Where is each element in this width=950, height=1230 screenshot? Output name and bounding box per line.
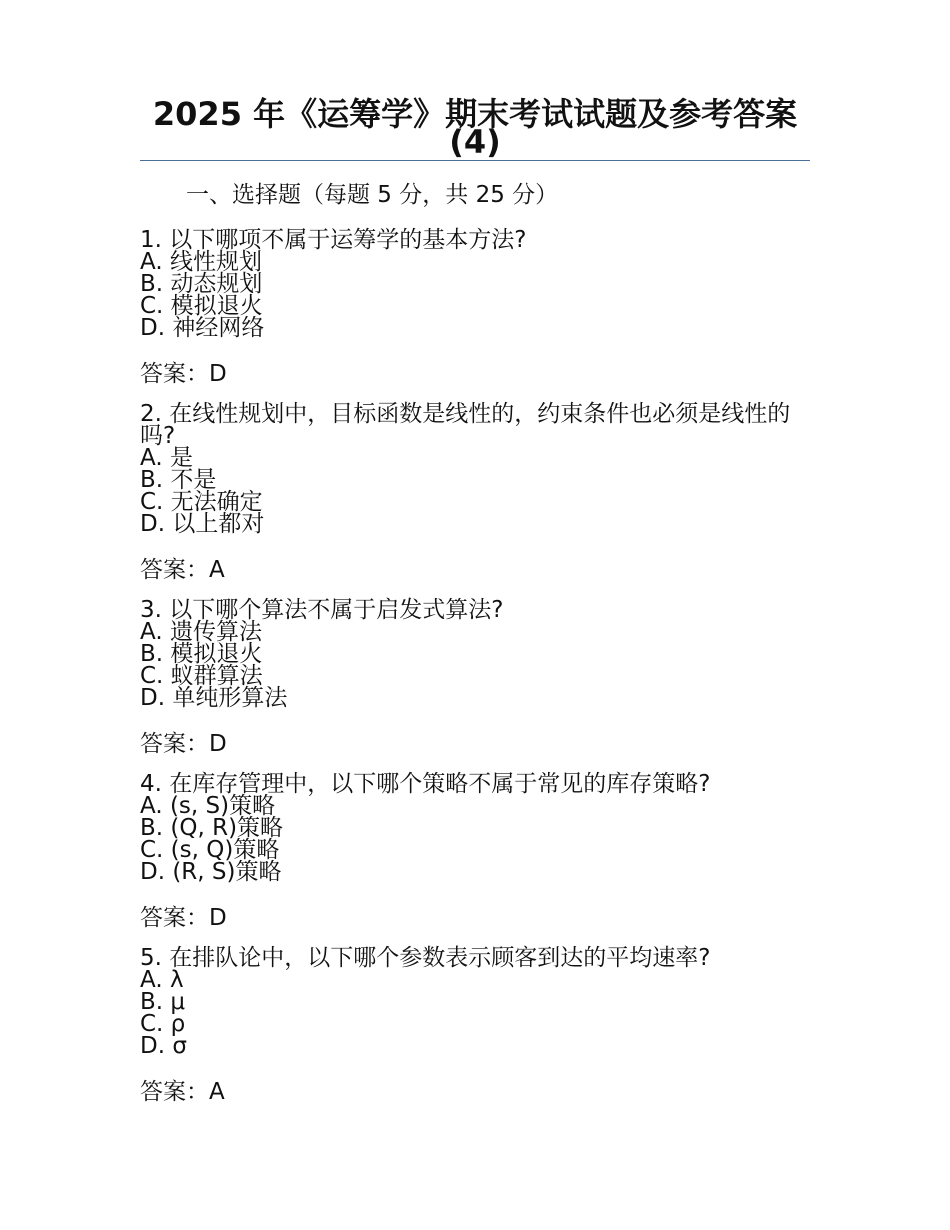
option-b: B. 不是 [140, 467, 217, 493]
option-c: C. (s, Q)策略 [140, 837, 280, 863]
question-text: 1. 以下哪项不属于运筹学的基本方法? [140, 227, 527, 253]
question-3 [140, 599, 800, 759]
question-2 [140, 403, 800, 585]
answer-line: 答案：A [140, 557, 225, 583]
option-a: A. 遗传算法 [140, 619, 262, 645]
option-list [140, 795, 800, 883]
answer-line: 答案：D [140, 905, 227, 931]
option-a: A. 是 [140, 445, 193, 471]
question-text: 3. 以下哪个算法不属于启发式算法? [140, 597, 504, 623]
question-text: 5. 在排队论中，以下哪个参数表示顾客到达的平均速率? [140, 945, 711, 971]
question-4 [140, 773, 800, 933]
option-d: D. (R, S)策略 [140, 859, 282, 885]
option-b: B. 模拟退火 [140, 641, 263, 667]
answer-line: 答案：D [140, 361, 227, 387]
question-5 [140, 947, 800, 1107]
option-d: D. 单纯形算法 [140, 685, 288, 711]
option-a: A. λ [140, 967, 184, 993]
option-list [140, 969, 800, 1057]
answer-line: 答案：A [140, 1079, 225, 1105]
option-d: D. σ [140, 1033, 187, 1059]
option-d: D. 以上都对 [140, 511, 265, 537]
option-list [140, 251, 800, 339]
question-text: 2. 在线性规划中，目标函数是线性的，约束条件也必须是线性的吗? [140, 401, 791, 449]
document-title: 2025 年《运筹学》期末考试试题及参考答案(4) [152, 95, 798, 161]
option-b: B. (Q, R)策略 [140, 815, 284, 841]
option-a: A. (s, S)策略 [140, 793, 276, 819]
option-a: A. 线性规划 [140, 249, 262, 275]
answer-line: 答案：D [140, 731, 227, 757]
option-d: D. 神经网络 [140, 315, 265, 341]
option-b: B. μ [140, 989, 186, 1015]
option-b: B. 动态规划 [140, 271, 263, 297]
option-c: C. 无法确定 [140, 489, 263, 515]
title-underline [140, 160, 810, 161]
section-heading: 一、选择题（每题 5 分，共 25 分） [186, 182, 559, 208]
option-list [140, 621, 800, 709]
option-c: C. 模拟退火 [140, 293, 263, 319]
question-1 [140, 229, 800, 389]
option-c: C. ρ [140, 1011, 186, 1037]
option-list [140, 447, 800, 535]
option-c: C. 蚁群算法 [140, 663, 263, 689]
question-text: 4. 在库存管理中，以下哪个策略不属于常见的库存策略? [140, 771, 711, 797]
